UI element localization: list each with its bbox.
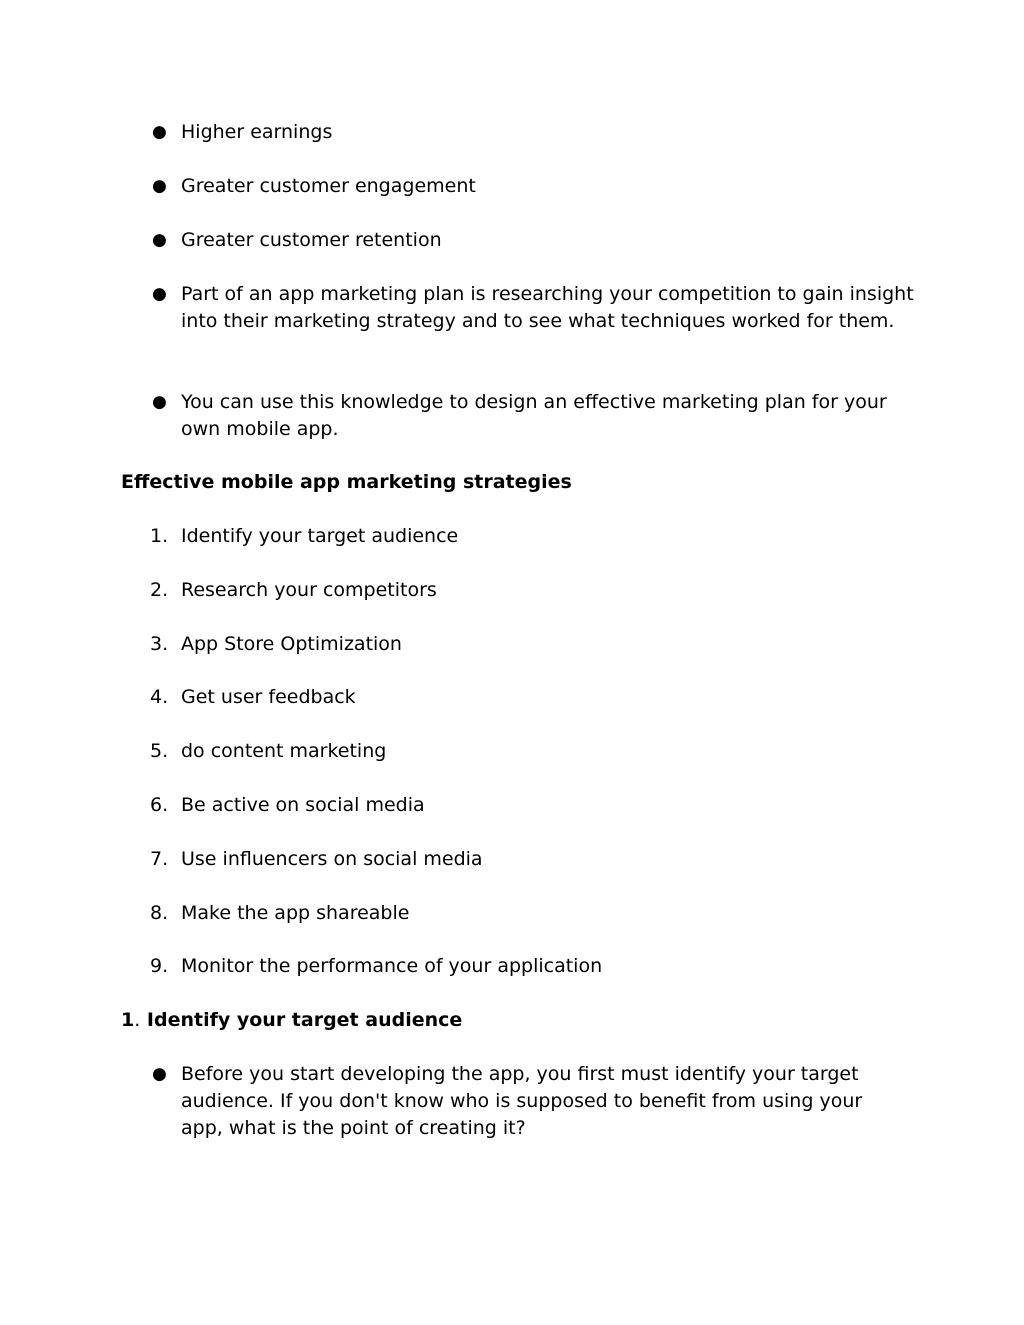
list-item: Greater customer engagement [181, 175, 476, 197]
list-item: Be active on social media [181, 794, 425, 816]
section-number: 1 [121, 1009, 135, 1031]
bullet-marker: ● [152, 284, 167, 304]
list-number: 3. [150, 633, 169, 655]
list-number: 7. [150, 848, 169, 870]
bullet-marker: ● [152, 392, 167, 412]
list-item: Greater customer retention [181, 229, 442, 251]
list-item: do content marketing [181, 740, 387, 762]
list-item: You can use this knowledge to design an effective marketing plan for your own mobile app. [181, 391, 887, 440]
list-number: 4. [150, 686, 169, 708]
bullet-marker: ● [152, 230, 167, 250]
bullet-marker: ● [152, 122, 167, 142]
bullet-marker: ● [152, 176, 167, 196]
list-item: Use influencers on social media [181, 848, 483, 870]
bullet-marker: ● [152, 1064, 167, 1084]
list-number: 6. [150, 794, 169, 816]
list-item: Part of an app marketing plan is researching your competition to gain insight into their marketing strategy and to see what techniques worked for them. [181, 283, 914, 332]
section-title: Identify your target audience [146, 1009, 463, 1031]
list-number: 8. [150, 902, 169, 924]
list-item: Identify your target audience [181, 525, 459, 547]
strategies-heading: Effective mobile app marketing strategies [121, 471, 572, 493]
list-item: Get user feedback [181, 686, 356, 708]
list-item: Make the app shareable [181, 902, 410, 924]
list-item: Higher earnings [181, 121, 333, 143]
list-item: Monitor the performance of your application [181, 955, 603, 977]
list-item: Research your competitors [181, 579, 437, 601]
list-number: 9. [150, 955, 169, 977]
list-number: 1. [150, 525, 169, 547]
list-number: 2. [150, 579, 169, 601]
section-1-heading [121, 1007, 462, 1034]
list-number: 5. [150, 740, 169, 762]
section-number-separator: . [134, 1009, 141, 1031]
list-item: App Store Optimization [181, 633, 402, 655]
list-item: Before you start developing the app, you first must identify your target audience. If you don't know who is supposed to benefit from using your app, what is the point of creating it? [181, 1063, 863, 1139]
